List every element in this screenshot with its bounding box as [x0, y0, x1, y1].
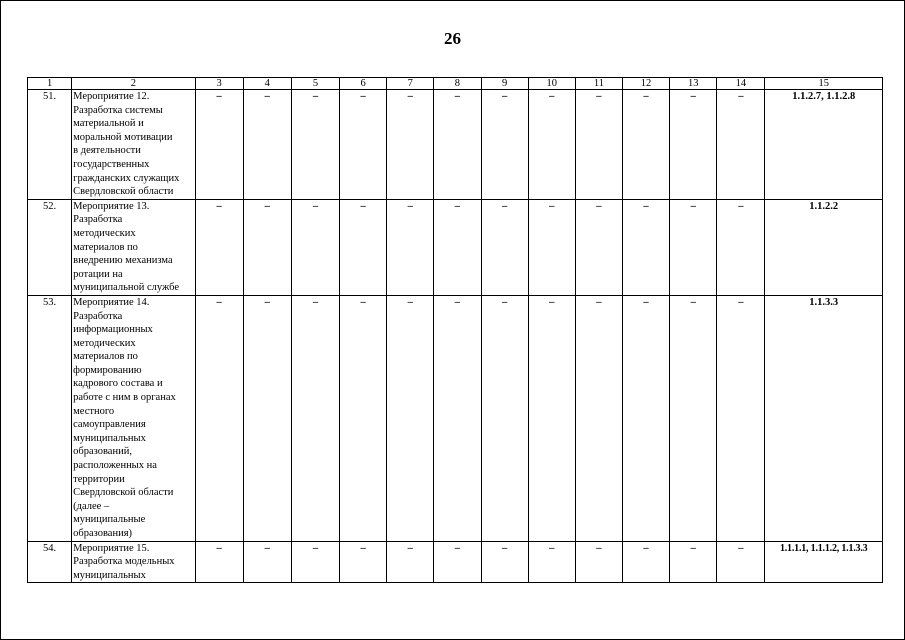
table-cell: – [481, 541, 528, 583]
table-cell: – [195, 295, 243, 541]
table-cell: – [195, 90, 243, 200]
table-cell: – [340, 199, 387, 295]
table-cell: – [291, 90, 339, 200]
col-header: 12 [622, 78, 669, 90]
table-cell: – [195, 199, 243, 295]
table-row [28, 541, 883, 583]
col-header: 1 [28, 78, 72, 90]
row-number: 53. [28, 295, 72, 541]
table-cell: – [243, 541, 291, 583]
row-number: 51. [28, 90, 72, 200]
col-header: 6 [340, 78, 387, 90]
table-cell: – [291, 541, 339, 583]
table-cell: – [575, 295, 622, 541]
table-cell: – [622, 541, 669, 583]
table-cell: – [434, 199, 481, 295]
table-cell: – [670, 295, 717, 541]
page-number: 26 [444, 29, 461, 48]
table-cell: – [481, 199, 528, 295]
target-code: 1.1.1.1, 1.1.1.2, 1.1.3.3 [765, 541, 883, 583]
table-cell: – [387, 541, 434, 583]
table-row [28, 199, 883, 295]
table-cell: – [243, 295, 291, 541]
col-header: 5 [291, 78, 339, 90]
table-cell: – [434, 541, 481, 583]
row-number: 54. [28, 541, 72, 583]
table-cell: – [195, 541, 243, 583]
table-cell: – [670, 541, 717, 583]
table-cell: – [717, 541, 765, 583]
col-header: 4 [243, 78, 291, 90]
col-header: 14 [717, 78, 765, 90]
table-cell: – [528, 90, 575, 200]
table-cell: – [243, 90, 291, 200]
table-cell: – [528, 541, 575, 583]
table-cell: – [481, 295, 528, 541]
table-row [28, 295, 883, 541]
table-cell: – [340, 295, 387, 541]
target-code: 1.1.2.7, 1.1.2.8 [765, 90, 883, 200]
header-row [28, 78, 883, 90]
col-header: 15 [765, 78, 883, 90]
col-header: 3 [195, 78, 243, 90]
table-cell: – [622, 295, 669, 541]
table-row [28, 90, 883, 200]
table-cell: – [528, 295, 575, 541]
table-cell: – [387, 90, 434, 200]
table-cell: – [670, 90, 717, 200]
table-cell: – [434, 90, 481, 200]
table-cell: – [528, 199, 575, 295]
program-table [27, 77, 883, 583]
col-header: 13 [670, 78, 717, 90]
col-header: 8 [434, 78, 481, 90]
row-number: 52. [28, 199, 72, 295]
table-cell: – [291, 199, 339, 295]
table-cell: – [575, 541, 622, 583]
col-header: 10 [528, 78, 575, 90]
table-cell: – [243, 199, 291, 295]
table-cell: – [387, 295, 434, 541]
target-code: 1.1.2.2 [765, 199, 883, 295]
table-cell: – [481, 90, 528, 200]
table-cell: – [622, 199, 669, 295]
col-header: 2 [72, 78, 195, 90]
table-cell: – [575, 90, 622, 200]
table-cell: – [717, 199, 765, 295]
table-cell: – [340, 541, 387, 583]
table-cell: – [717, 295, 765, 541]
table-cell: – [670, 199, 717, 295]
table-cell: – [291, 295, 339, 541]
table-cell: – [434, 295, 481, 541]
activity-name: Мероприятие 13. Разработка методических материалов по внедрению механизма ротации на муниципальной службе [72, 199, 195, 295]
col-header: 11 [575, 78, 622, 90]
target-code: 1.1.3.3 [765, 295, 883, 541]
table-cell: – [717, 90, 765, 200]
col-header: 7 [387, 78, 434, 90]
table-cell: – [387, 199, 434, 295]
activity-name: Мероприятие 15. Разработка модельных муниципальных [72, 541, 195, 583]
col-header: 9 [481, 78, 528, 90]
table-cell: – [575, 199, 622, 295]
activity-name: Мероприятие 14. Разработка информационных методических материалов по формированию кадрового состава и работе с ним в органах местного самоуправления муниципальных образований, расположенных на территории Свердловской области (далее – муниципальные образования) [72, 295, 195, 541]
table-cell: – [340, 90, 387, 200]
table-cell: – [622, 90, 669, 200]
activity-name: Мероприятие 12. Разработка системы материальной и моральной мотивации в деятельности государственных гражданских служащих Свердловской области [72, 90, 195, 200]
